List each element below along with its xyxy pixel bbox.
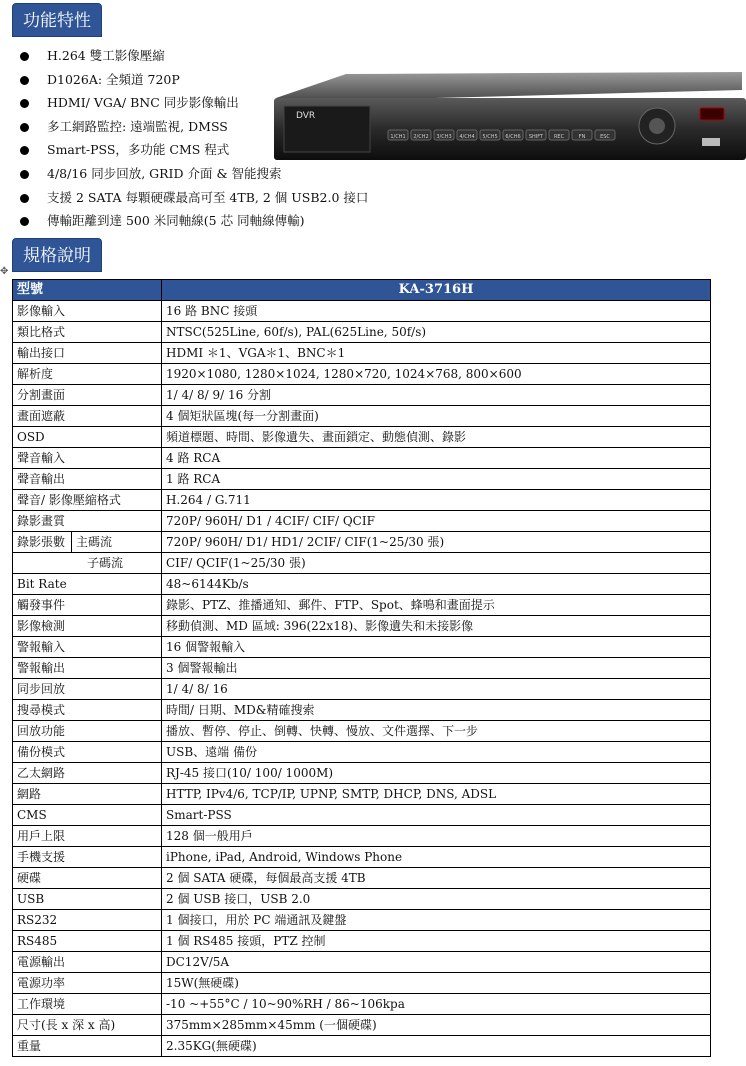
spec-label: 聲音/ 影像壓縮格式 — [13, 490, 162, 511]
spec-row — [13, 532, 711, 553]
feature-text: 傳輸距離到達 500 米同軸線(5 芯 同軸線傳輸) — [47, 213, 305, 229]
dvr-jog-center — [649, 118, 665, 134]
dvr-button-label: 3/CH3 — [436, 134, 452, 140]
bullet-icon — [20, 146, 29, 155]
spec-label: 回放功能 — [13, 721, 162, 742]
spec-row — [13, 385, 711, 406]
dvr-button-label: 6/CH6 — [505, 134, 521, 140]
spec-label: 影像輸入 — [13, 301, 162, 322]
spec-value: Smart-PSS — [162, 805, 711, 826]
spec-value: 時間/ 日期、MD&精確搜索 — [162, 700, 711, 721]
spec-row — [13, 553, 711, 574]
dvr-button-label: FN — [578, 134, 586, 140]
spec-value: 1/ 4/ 8/ 16 — [162, 679, 711, 700]
spec-label: 警報輸入 — [13, 637, 162, 658]
spec-row — [13, 1036, 711, 1057]
spec-row — [13, 574, 711, 595]
spec-label: CMS — [13, 805, 162, 826]
spec-row — [13, 721, 711, 742]
spec-value: USB、遠端 備份 — [162, 742, 711, 763]
spec-label: 電源功率 — [13, 973, 162, 994]
bullet-icon — [20, 99, 29, 108]
spec-value: 播放、暫停、停止、倒轉、快轉、慢放、文件選擇、下一步 — [162, 721, 711, 742]
dvr-button-label: 2/CH2 — [413, 134, 429, 140]
feature-text: D1026A: 全頻道 720P — [47, 71, 180, 87]
spec-label: 分割畫面 — [13, 385, 162, 406]
spec-label: 觸發事件 — [13, 595, 162, 616]
spec-value: 1/ 4/ 8/ 9/ 16 分割 — [162, 385, 711, 406]
spec-row — [13, 868, 711, 889]
spec-row — [13, 784, 711, 805]
spec-label: 同步回放 — [13, 679, 162, 700]
dvr-button-label: REC — [553, 134, 565, 140]
spec-row — [13, 700, 711, 721]
feature-item — [20, 186, 368, 210]
spec-value: iPhone, iPad, Android, Windows Phone — [162, 847, 711, 868]
spec-row — [13, 658, 711, 679]
spec-row — [13, 616, 711, 637]
dvr-button-label: 4/CH4 — [459, 134, 475, 140]
spec-row — [13, 343, 711, 364]
spec-row — [13, 952, 711, 973]
bullet-icon — [20, 52, 29, 61]
spec-label: 尺寸(長 x 深 x 高) — [13, 1015, 162, 1036]
spec-label: USB — [13, 889, 162, 910]
spec-row — [13, 679, 711, 700]
spec-row — [13, 889, 711, 910]
feature-text: Smart-PSS，多功能 CMS 程式 — [47, 142, 230, 158]
spec-value: 錄影、PTZ、推播通知、郵件、FTP、Spot、蜂鳴和畫面提示 — [162, 595, 711, 616]
spec-label — [13, 532, 162, 553]
spec-value: 1 個 RS485 接頭，PTZ 控制 — [162, 931, 711, 952]
spec-value: 375mm×285mm×45mm (一個硬碟) — [162, 1015, 711, 1036]
spec-label: 警報輸出 — [13, 658, 162, 679]
spec-label: 解析度 — [13, 364, 162, 385]
spec-row — [13, 973, 711, 994]
spec-row — [13, 322, 711, 343]
spec-row — [13, 742, 711, 763]
spec-value: 移動偵測、MD 區域: 396(22x18)、影像遺失和未接影像 — [162, 616, 711, 637]
spec-value: 1 個接口，用於 PC 端通訊及鍵盤 — [162, 910, 711, 931]
dvr-button-label: 1/CH1 — [390, 134, 406, 140]
spec-label: 用戶上限 — [13, 826, 162, 847]
spec-row — [13, 595, 711, 616]
spec-value: 16 路 BNC 接頭 — [162, 301, 711, 322]
feature-text: 支援 2 SATA 每顆硬碟最高可至 4TB, 2 個 USB2.0 接口 — [47, 189, 369, 205]
spec-row — [13, 448, 711, 469]
spec-header-label: 型號 — [13, 280, 162, 301]
spec-header-model: KA-3716H — [162, 280, 711, 301]
spec-value: 4 個矩狀區塊(每一分割畫面) — [162, 406, 711, 427]
spec-label: 聲音輸入 — [13, 448, 162, 469]
features-title-text: 功能特性 — [23, 11, 91, 31]
feature-text: 多工網路監控: 遠端監視, DMSS — [47, 118, 228, 134]
spec-value: 4 路 RCA — [162, 448, 711, 469]
spec-label: 輸出接口 — [13, 343, 162, 364]
spec-label: 電源輸出 — [13, 952, 162, 973]
spec-label: 搜尋模式 — [13, 700, 162, 721]
dvr-product-image — [270, 72, 746, 168]
spec-label: 影像檢測 — [13, 616, 162, 637]
features-section-title — [12, 3, 102, 37]
spec-value: 720P/ 960H/ D1 / 4CIF/ CIF/ QCIF — [162, 511, 711, 532]
bullet-icon — [20, 170, 29, 179]
spec-title-text: 規格說明 — [23, 246, 91, 266]
spec-label: 工作環境 — [13, 994, 162, 1015]
spec-value: DC12V/5A — [162, 952, 711, 973]
spec-label — [13, 553, 162, 574]
feature-item — [20, 209, 368, 233]
spec-row — [13, 910, 711, 931]
spec-row — [13, 637, 711, 658]
spec-value: NTSC(525Line, 60f/s), PAL(625Line, 50f/s) — [162, 322, 711, 343]
spec-value: 48~6144Kb/s — [162, 574, 711, 595]
dvr-usb-port — [702, 138, 720, 146]
feature-text: 4/8/16 同步回放, GRID 介面 & 智能搜索 — [47, 165, 282, 181]
spec-row — [13, 805, 711, 826]
spec-value: 頻道標題、時間、影像遺失、畫面鎖定、動態偵測、錄影 — [162, 427, 711, 448]
spec-value: HTTP, IPv4/6, TCP/IP, UPNP, SMTP, DHCP, DNS, ADSL — [162, 784, 711, 805]
spec-row — [13, 364, 711, 385]
dvr-button-label: SHIFT — [528, 134, 544, 140]
spec-label: 畫面遮蔽 — [13, 406, 162, 427]
dvr-top-panel — [276, 72, 742, 102]
dvr-brand-label: DVR — [296, 111, 316, 121]
spec-value: 1 路 RCA — [162, 469, 711, 490]
dvr-button-label: ESC — [600, 134, 610, 140]
bullet-icon — [20, 123, 29, 132]
dvr-power-button — [700, 108, 724, 120]
spec-label: 錄影畫質 — [13, 511, 162, 532]
spec-label: 乙太網路 — [13, 763, 162, 784]
spec-label: OSD — [13, 427, 162, 448]
spec-section-title — [12, 238, 102, 272]
spec-label: RS485 — [13, 931, 162, 952]
spec-label: 硬碟 — [13, 868, 162, 889]
spec-value: 16 個警報輸入 — [162, 637, 711, 658]
spec-row — [13, 301, 711, 322]
spec-header-row — [13, 280, 711, 301]
spec-row — [13, 847, 711, 868]
spec-row — [13, 1015, 711, 1036]
table-move-handle-icon: ✥ — [0, 266, 9, 277]
spec-value: 15W(無硬碟) — [162, 973, 711, 994]
spec-label: 備份模式 — [13, 742, 162, 763]
spec-label: RS232 — [13, 910, 162, 931]
bullet-icon — [20, 76, 29, 85]
spec-row — [13, 763, 711, 784]
spec-value: 128 個一般用戶 — [162, 826, 711, 847]
spec-sublabel: 主碼流 — [71, 532, 112, 552]
spec-label: 類比格式 — [13, 322, 162, 343]
spec-label: 重量 — [13, 1036, 162, 1057]
spec-row — [13, 490, 711, 511]
spec-value: 2 個 USB 接口，USB 2.0 — [162, 889, 711, 910]
spec-value: H.264 / G.711 — [162, 490, 711, 511]
spec-value: HDMI ＊1、VGA＊1、BNC＊1 — [162, 343, 711, 364]
spec-value: 2.35KG(無硬碟) — [162, 1036, 711, 1057]
spec-label-text: 錄影張數 — [17, 535, 66, 549]
spec-row — [13, 826, 711, 847]
feature-text: HDMI/ VGA/ BNC 同步影像輸出 — [47, 95, 239, 111]
spec-row — [13, 427, 711, 448]
spec-table — [12, 279, 711, 1057]
spec-label: Bit Rate — [13, 574, 162, 595]
spec-row — [13, 406, 711, 427]
spec-label: 聲音輸出 — [13, 469, 162, 490]
spec-value: 3 個警報輸出 — [162, 658, 711, 679]
feature-item — [20, 44, 368, 68]
spec-value: 2 個 SATA 硬碟，每個最高支援 4TB — [162, 868, 711, 889]
bullet-icon — [20, 217, 29, 226]
spec-value: -10 ~+55°C / 10~90%RH / 86~106kpa — [162, 994, 711, 1015]
spec-value: 1920×1080, 1280×1024, 1280×720, 1024×768, 800×600 — [162, 364, 711, 385]
spec-row — [13, 994, 711, 1015]
bullet-icon — [20, 194, 29, 203]
spec-row — [13, 931, 711, 952]
spec-label: 網路 — [13, 784, 162, 805]
spec-row — [13, 469, 711, 490]
spec-label: 手機支援 — [13, 847, 162, 868]
dvr-button-label: 5/CH5 — [482, 134, 498, 140]
feature-text: H.264 雙工影像壓縮 — [47, 48, 165, 63]
spec-value: 720P/ 960H/ D1/ HD1/ 2CIF/ CIF(1~25/30 張) — [162, 532, 711, 553]
spec-value: RJ-45 接口(10/ 100/ 1000M) — [162, 763, 711, 784]
spec-value: CIF/ QCIF(1~25/30 張) — [162, 553, 711, 574]
spec-sublabel: 子碼流 — [87, 556, 124, 570]
spec-row — [13, 511, 711, 532]
